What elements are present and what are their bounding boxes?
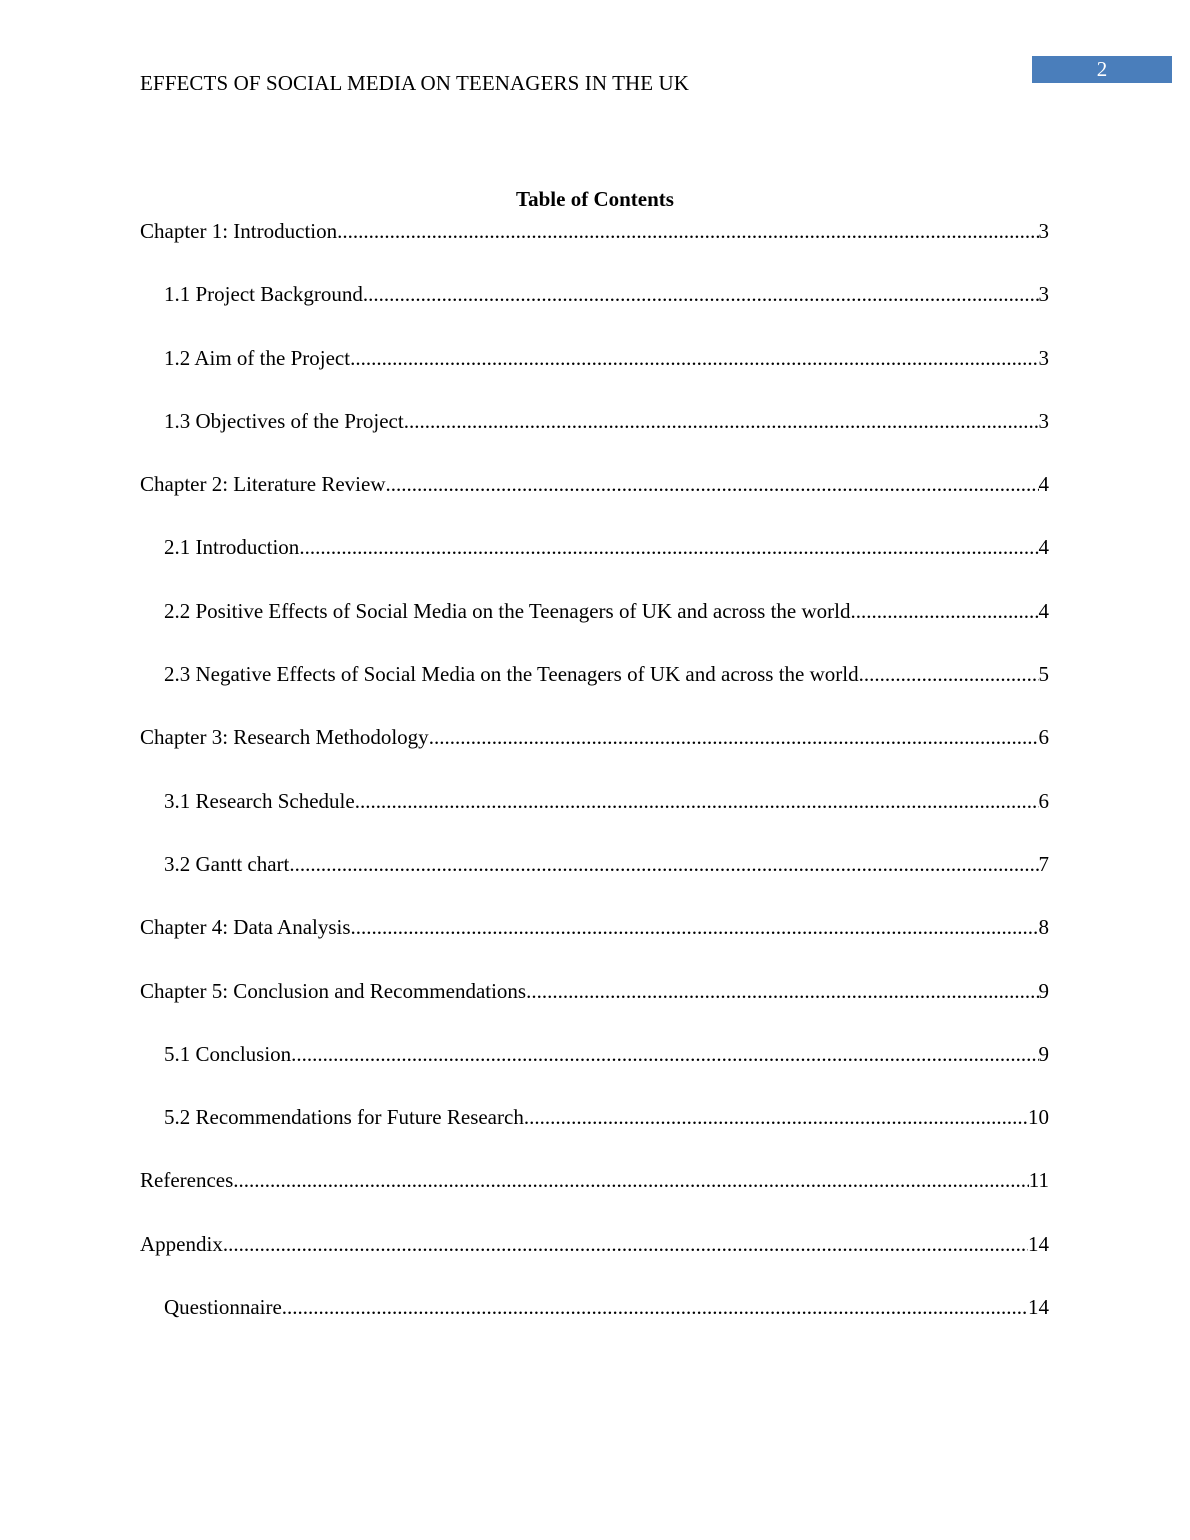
toc-entry[interactable] [140,851,1049,914]
toc-entry-page: 3 [1038,345,1049,370]
toc-entry-page: 11 [1028,1168,1049,1193]
toc-entry[interactable] [140,345,1049,408]
dot-leader [289,851,1038,878]
dot-leader [337,218,1038,245]
toc-entry-page: 8 [1038,915,1049,940]
toc-list [140,218,1049,1357]
toc-entry[interactable] [140,978,1049,1041]
toc-entry-label: 5.1 Conclusion [164,1041,292,1066]
toc-entry[interactable] [140,408,1049,471]
toc-entry-page: 4 [1038,535,1049,560]
toc-entry-label: 2.1 Introduction [164,535,300,560]
dot-leader [223,1231,1028,1258]
dot-leader [291,1041,1038,1068]
toc-entry-page: 4 [1038,598,1049,623]
toc-entry-label: Chapter 5: Conclusion and Recommendations [140,978,527,1003]
toc-entry[interactable] [140,914,1049,977]
toc-entry[interactable] [140,1041,1049,1104]
toc-entry-label: 1.1 Project Background [164,282,363,307]
dot-leader [386,471,1039,498]
toc-entry-label: Questionnaire [164,1295,282,1320]
toc-entry-page: 10 [1028,1105,1049,1130]
dot-leader [526,978,1038,1005]
toc-entry-page: 5 [1038,662,1049,687]
toc-entry-label: Chapter 3: Research Methodology [140,725,429,750]
toc-entry-label: 3.2 Gantt chart [164,851,290,876]
toc-entry-page: 3 [1038,219,1049,243]
toc-entry-page: 4 [1038,472,1049,497]
dot-leader [524,1104,1028,1131]
toc-entry-label: 1.3 Objectives of the Project [164,408,404,433]
dot-leader [851,598,1039,625]
toc-entry[interactable] [140,1294,1049,1357]
toc-entry-page: 3 [1038,408,1049,433]
dot-leader [350,345,1038,372]
toc-entry-label: 3.1 Research Schedule [164,788,355,813]
toc-entry-page: 14 [1028,1295,1049,1320]
toc-entry[interactable] [140,724,1049,787]
dot-leader [355,788,1039,815]
page-number-badge: 2 [1032,56,1172,83]
running-head: EFFECTS OF SOCIAL MEDIA ON TEENAGERS IN THE UK [140,71,690,95]
toc-entry[interactable] [140,661,1049,724]
toc-entry-label: 2.3 Negative Effects of Social Media on the Teenagers of UK and across the world [164,662,859,687]
toc-entry[interactable] [140,281,1049,344]
toc-entry[interactable] [140,788,1049,851]
toc-entry[interactable] [140,534,1049,597]
toc-entry[interactable] [140,1231,1049,1294]
toc-entry-label: Chapter 1: Introduction [140,219,338,243]
toc-entry-page: 6 [1038,725,1049,750]
toc-entry[interactable] [140,1104,1049,1167]
dot-leader [299,534,1038,561]
dot-leader [363,281,1039,308]
dot-leader [859,661,1039,688]
toc-entry-page: 9 [1038,978,1049,1003]
toc-entry[interactable] [140,598,1049,661]
toc-entry-label: References [140,1168,234,1193]
toc-entry-page: 9 [1038,1041,1049,1066]
toc-entry[interactable] [140,218,1049,281]
toc-entry-label: 2.2 Positive Effects of Social Media on the Teenagers of UK and across the world [164,598,851,623]
toc-entry-page: 14 [1028,1231,1049,1256]
dot-leader [233,1167,1028,1194]
dot-leader [351,914,1039,941]
toc-entry-label: 5.2 Recommendations for Future Research [164,1105,524,1130]
toc-entry-label: Appendix [140,1231,223,1256]
dot-leader [404,408,1039,435]
toc-title: Table of Contents [516,187,674,211]
toc-entry[interactable] [140,471,1049,534]
toc-entry-page: 3 [1038,282,1049,307]
toc-entry[interactable] [140,1167,1049,1230]
toc-entry-page: 6 [1038,788,1049,813]
toc-entry-label: 1.2 Aim of the Project [164,345,351,370]
dot-leader [429,724,1039,751]
toc-entry-page: 7 [1038,851,1049,876]
toc-entry-label: Chapter 4: Data Analysis [140,915,351,940]
toc-entry-label: Chapter 2: Literature Review [140,472,386,497]
dot-leader [282,1294,1028,1321]
